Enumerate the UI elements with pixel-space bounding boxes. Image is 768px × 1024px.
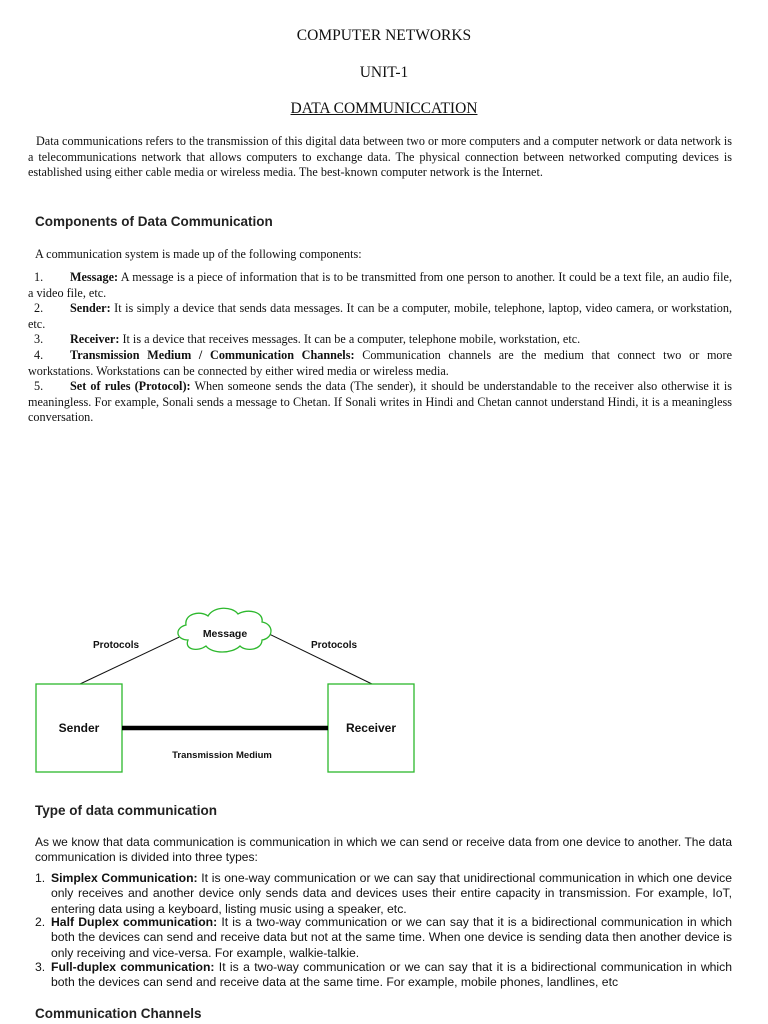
- component-item-medium: [28, 348, 732, 379]
- item-number: 2.: [34, 301, 44, 315]
- type-item-simplex: [35, 871, 732, 917]
- component-item-sender: [28, 301, 732, 332]
- item-term: Transmission Medium / Communication Channels:: [70, 348, 355, 362]
- type-item-full-duplex: [35, 960, 732, 991]
- section-title: DATA COMMUNICCATION: [290, 100, 478, 117]
- item-term: Receiver:: [70, 332, 120, 346]
- component-item-message: [28, 270, 732, 301]
- item-number: 3.: [34, 332, 44, 346]
- document-title: COMPUTER NETWORKS: [296, 27, 472, 44]
- item-term: Full-duplex communication:: [51, 960, 215, 974]
- item-term: Set of rules (Protocol):: [70, 379, 191, 393]
- intro-paragraph: Data communications refers to the transmission of this digital data between two or more computers and a computer network or data network is a telecommunications network that allows computers to exchange data. The physical connection between networked computing devices is established using either cable media or wireless media. The best-known computer network is the Internet.: [28, 134, 732, 179]
- protocols-right-label: Protocols: [310, 640, 358, 651]
- protocols-left-label: Protocols: [92, 640, 140, 651]
- item-number: 3.: [35, 960, 46, 974]
- item-text: It is one-way communication or we can say that unidirectional communication in which one device only receives and another device only sends data and devices uses their entire capacity in transmission. For example, IoT, entering data using a keyboard, listing music using a speaker, etc.: [51, 871, 732, 916]
- unit-title: UNIT-1: [359, 64, 409, 81]
- communication-diagram: [0, 600, 768, 780]
- item-text: A message is a piece of information that is to be transmitted from one person to another. It could be a text file, an audio file, a video file, etc.: [28, 270, 732, 300]
- item-number: 1.: [34, 270, 44, 284]
- medium-label: Transmission Medium: [172, 750, 272, 761]
- types-lead: As we know that data communication is communication in which we can send or receive data from one device to another. The data communication is divided into three types:: [35, 835, 732, 865]
- type-item-half-duplex: [35, 915, 732, 961]
- channels-heading: Communication Channels: [35, 1006, 202, 1021]
- types-heading: Type of data communication: [35, 803, 218, 818]
- item-number: 5.: [34, 379, 44, 393]
- item-text: It is simply a device that sends data messages. It can be a computer, mobile, telephone, laptop, video camera, or workstation, etc.: [28, 301, 732, 331]
- sender-label: Sender: [58, 721, 100, 735]
- item-number: 2.: [35, 915, 46, 929]
- item-text: It is a device that receives messages. It can be a computer, telephone mobile, workstation, etc.: [119, 332, 581, 346]
- item-text: Communication channels are the medium that connect two or more workstations. Workstations can be connected by either wired media or wireless media.: [28, 348, 732, 378]
- item-text: When someone sends the data (The sender), it should be understandable to the receiver also otherwise it is meaningless. For example, Sonali sends a message to Chetan. If Sonali writes in Hindi and Chetan cannot understand Hindi, it is a meaningless conversation.: [28, 379, 732, 424]
- components-lead: A communication system is made up of the following components:: [35, 247, 362, 261]
- item-number: 1.: [35, 871, 46, 885]
- message-label: Message: [202, 628, 248, 640]
- item-term: Message:: [70, 270, 119, 284]
- component-item-protocol: [28, 379, 732, 426]
- item-term: Sender:: [70, 301, 111, 315]
- components-heading: Components of Data Communication: [35, 214, 273, 229]
- component-item-receiver: [28, 332, 732, 348]
- item-text: It is a two-way communication or we can say that it is a bidirectional communication in which both the devices can send and receive data but not at the same time. When one device is sending data then another device is only receiving and vice-versa. For example, walkie-talkie.: [51, 915, 732, 960]
- item-term: Half Duplex communication:: [51, 915, 218, 929]
- receiver-label: Receiver: [345, 721, 397, 735]
- item-number: 4.: [34, 348, 44, 362]
- item-text: It is a two-way communication or we can say that it is a bidirectional communication in which both the devices can send and receive data at the same time. For example, mobile phones, landlines, etc: [51, 960, 732, 990]
- item-term: Simplex Communication:: [51, 871, 198, 885]
